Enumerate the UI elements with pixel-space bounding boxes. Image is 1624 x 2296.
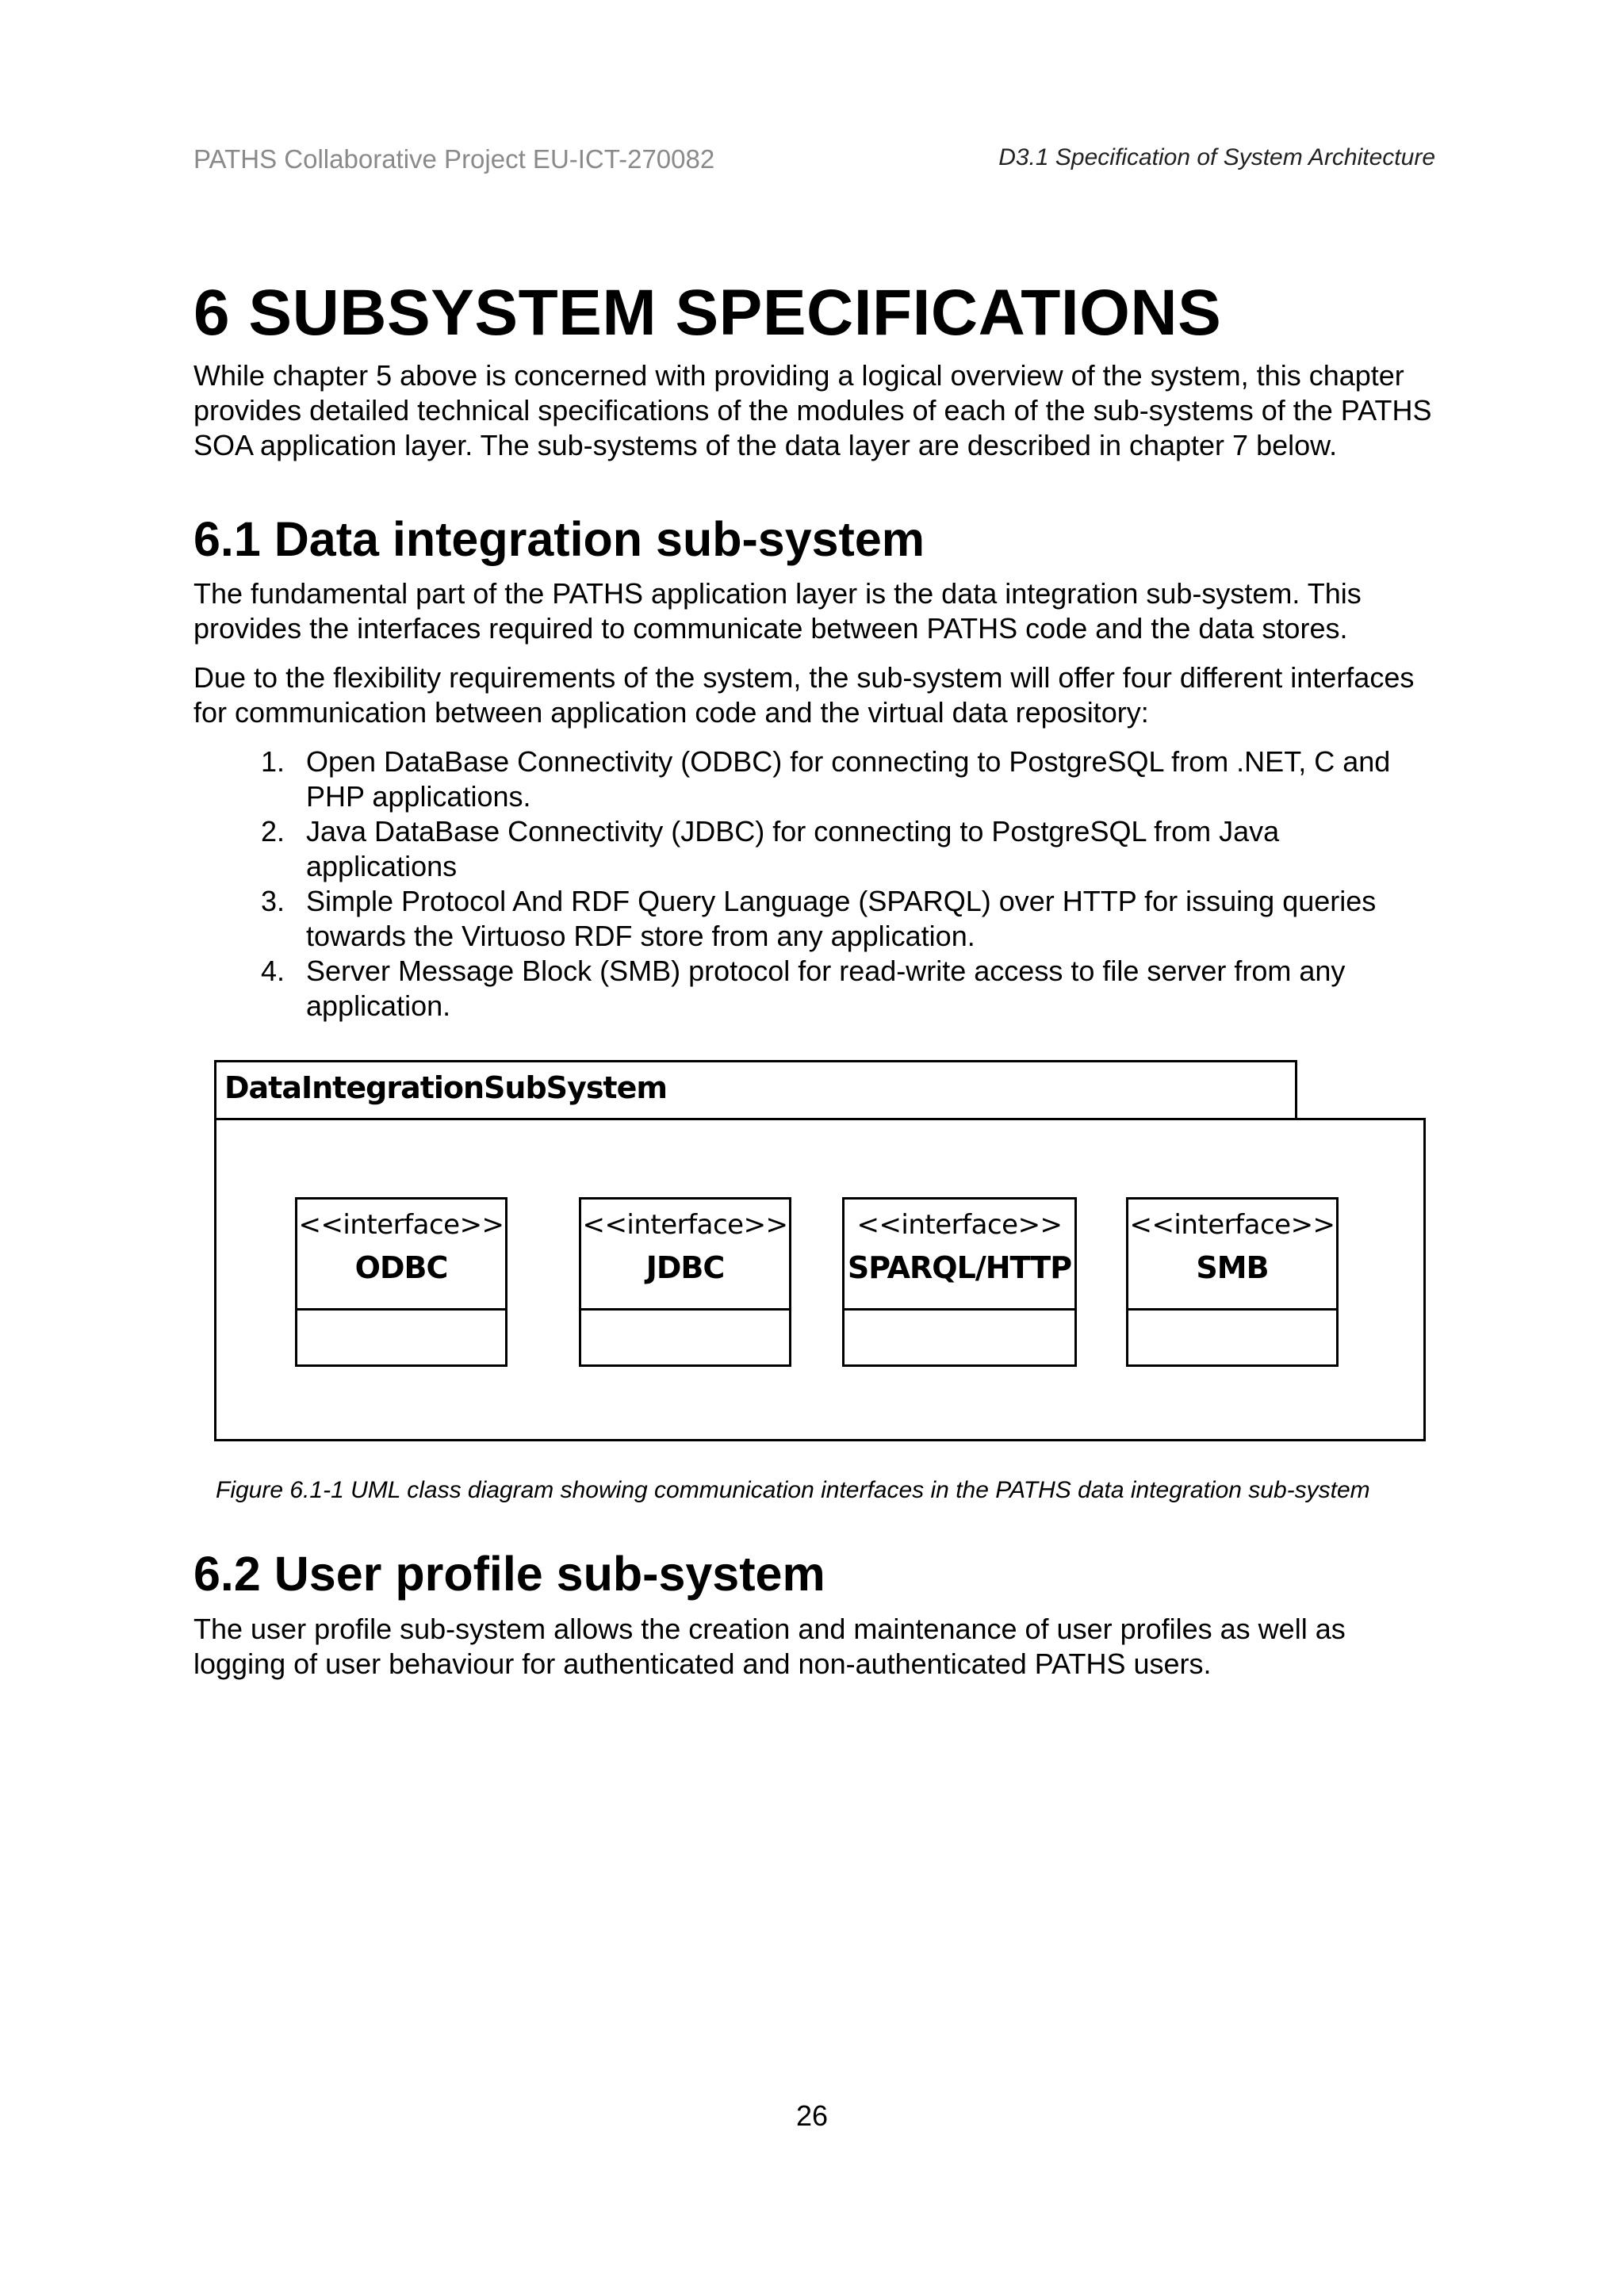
interface-box-jdbc — [579, 1197, 791, 1367]
interface-box-smb — [1126, 1197, 1339, 1367]
header-project: PATHS Collaborative Project EU-ICT-270082 — [193, 144, 715, 174]
list-item: 4. Server Message Block (SMB) protocol for read-write access to file server from any application. — [293, 954, 1434, 1024]
package-tab — [214, 1060, 1297, 1120]
page-content — [193, 277, 1434, 1682]
header-document-title: D3.1 Specification of System Architecture — [998, 144, 1435, 170]
interface-stereotype: <<interface>> — [1129, 1209, 1335, 1242]
list-item: 2. Java DataBase Connectivity (JDBC) for connecting to PostgreSQL from Java applications — [293, 814, 1434, 884]
interface-name: SPARQL/HTTP — [847, 1250, 1072, 1286]
uml-diagram — [214, 1060, 1427, 1444]
chapter-intro: While chapter 5 above is concerned with providing a logical overview of the system, this chapter provides detailed technical specifications of the modules of each of the sub-systems of the PATHS SOA application layer. The sub-systems of the data layer are described in chapter 7 below. — [193, 359, 1432, 462]
list-item: 1. Open DataBase Connectivity (ODBC) for connecting to PostgreSQL from .NET, C and PHP applications. — [293, 744, 1434, 814]
interface-list — [193, 744, 1434, 1024]
section-6-1-paragraph-1: The fundamental part of the PATHS application layer is the data integration sub-system. This provides the interfaces required to communicate between PATHS code and the data stores. — [193, 577, 1362, 645]
section-6-2-paragraph-1: The user profile sub-system allows the creation and maintenance of user profiles as well as logging of user behaviour for authenticated and non-authenticated PATHS users. — [193, 1612, 1346, 1680]
interface-name: ODBC — [354, 1250, 448, 1286]
list-item: 3. Simple Protocol And RDF Query Language (SPARQL) over HTTP for issuing queries towards the Virtuoso RDF store from any application. — [293, 884, 1434, 954]
chapter-title: 6 SUBSYSTEM SPECIFICATIONS — [193, 277, 1222, 349]
interface-name: SMB — [1196, 1250, 1269, 1286]
package-name: DataIntegrationSubSystem — [224, 1070, 667, 1106]
interface-box-sparql-http — [842, 1197, 1077, 1367]
interface-stereotype: <<interface>> — [298, 1209, 504, 1242]
interface-stereotype: <<interface>> — [856, 1209, 1063, 1242]
section-6-1-title: 6.1 Data integration sub-system — [193, 512, 925, 567]
interface-name: JDBC — [645, 1250, 725, 1286]
page-number: 26 — [795, 2099, 829, 2132]
section-6-1-paragraph-2: Due to the flexibility requirements of the system, the sub-system will offer four different interfaces for communication between application code and the virtual data repository: — [193, 661, 1415, 729]
interface-box-odbc — [295, 1197, 508, 1367]
interface-stereotype: <<interface>> — [582, 1209, 788, 1242]
section-6-2-title: 6.2 User profile sub-system — [193, 1547, 825, 1601]
figure-caption: Figure 6.1-1 UML class diagram showing communication interfaces in the PATHS data integration sub-system — [216, 1477, 1370, 1504]
